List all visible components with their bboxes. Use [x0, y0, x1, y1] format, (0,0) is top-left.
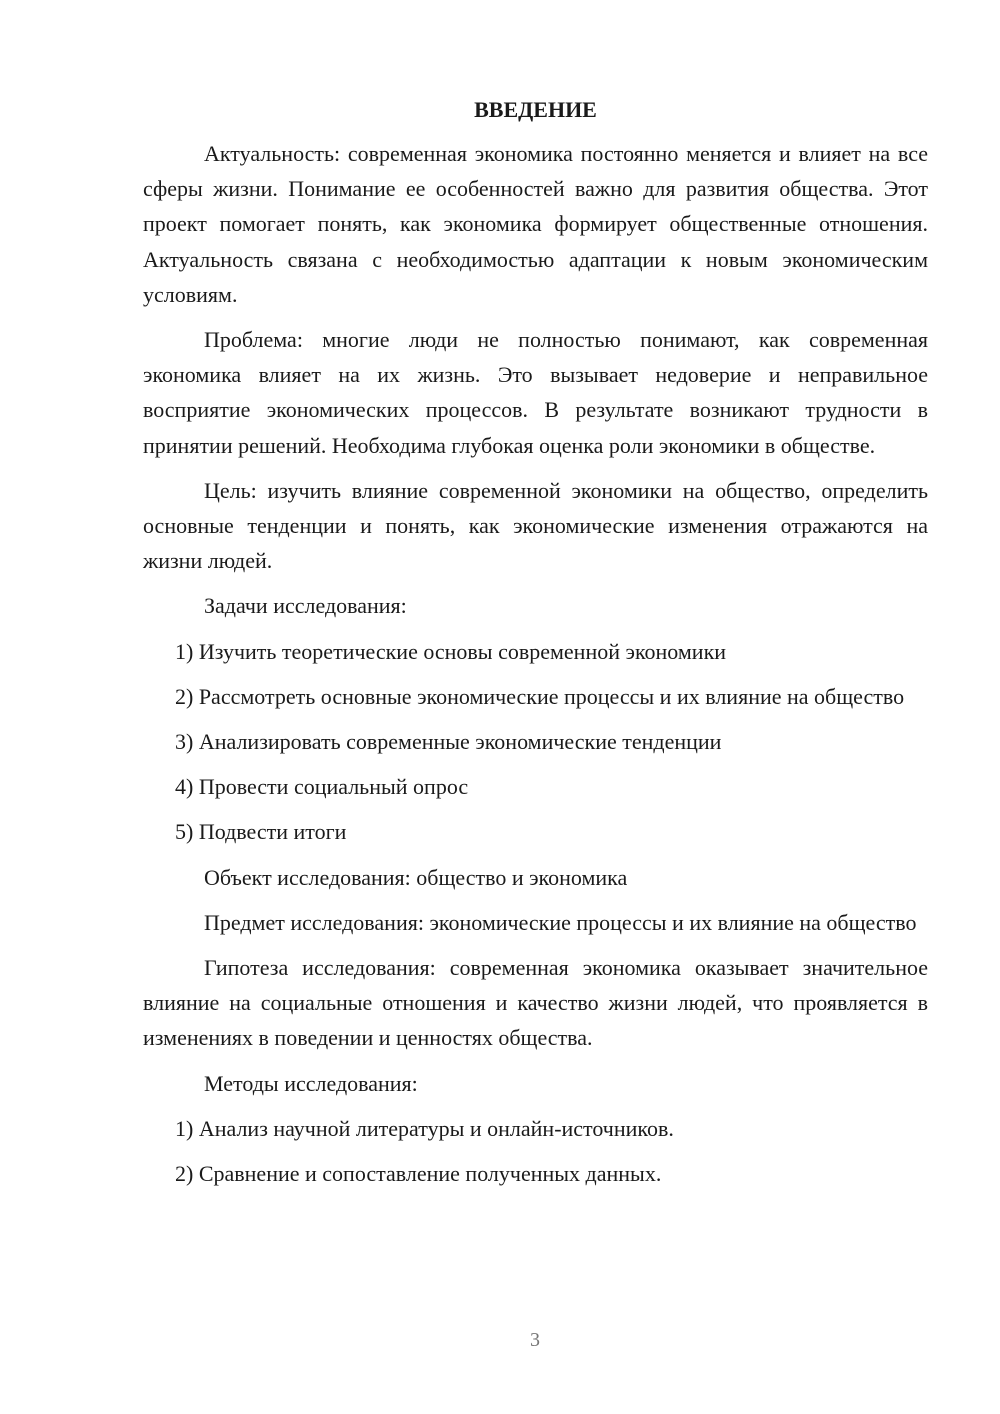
goal-paragraph: Цель: изучить влияние современной экономики на общество, определить основные тенденции и понять, как экономические изменения отражаются на жизни людей.	[143, 477, 928, 574]
subject-paragraph: Предмет исследования: экономические процессы и их влияние на общество	[204, 909, 917, 935]
hypothesis-paragraph: Гипотеза исследования: современная экономика оказывает значительное влияние на социальные отношения и качество жизни людей, что проявляется в изменениях в поведении и ценностях общества.	[143, 955, 928, 1051]
method-item-1: 1) Анализ научной литературы и онлайн-источников.	[175, 1115, 674, 1141]
task-item-5: 5) Подвести итоги	[175, 819, 347, 845]
document-page	[143, 92, 928, 1201]
relevance-paragraph: Актуальность: современная экономика постоянно меняется и влияет на все сферы жизни. Понимание ее особенностей важно для развития общества. Этот проект помогает понять, как экономика формирует общественные отношения. Актуальность связана с необходимостью адаптации к новым экономическим условиям.	[143, 141, 928, 307]
problem-paragraph: Проблема: многие люди не полностью понимают, как современная экономика влияет на их жизнь. Это вызывает недоверие и неправильное восприятие экономических процессов. В результате возникают трудности в принятии решений. Необходима глубокая оценка роли экономики в обществе.	[143, 327, 928, 458]
task-item-2: 2) Рассмотреть основные экономические процессы и их влияние на общество	[175, 683, 905, 709]
task-item-1: 1) Изучить теоретические основы современной экономики	[175, 638, 727, 664]
object-paragraph: Объект исследования: общество и экономика	[204, 864, 628, 890]
method-item-2: 2) Сравнение и сопоставление полученных данных.	[175, 1161, 662, 1187]
methods-heading: Методы исследования:	[204, 1070, 418, 1096]
task-item-3: 3) Анализировать современные экономические тенденции	[175, 729, 722, 755]
task-item-4: 4) Провести социальный опрос	[175, 774, 469, 800]
tasks-heading: Задачи исследования:	[204, 593, 407, 619]
page-title: ВВЕДЕНИЕ	[474, 97, 597, 122]
page-number: 3	[530, 1329, 540, 1351]
